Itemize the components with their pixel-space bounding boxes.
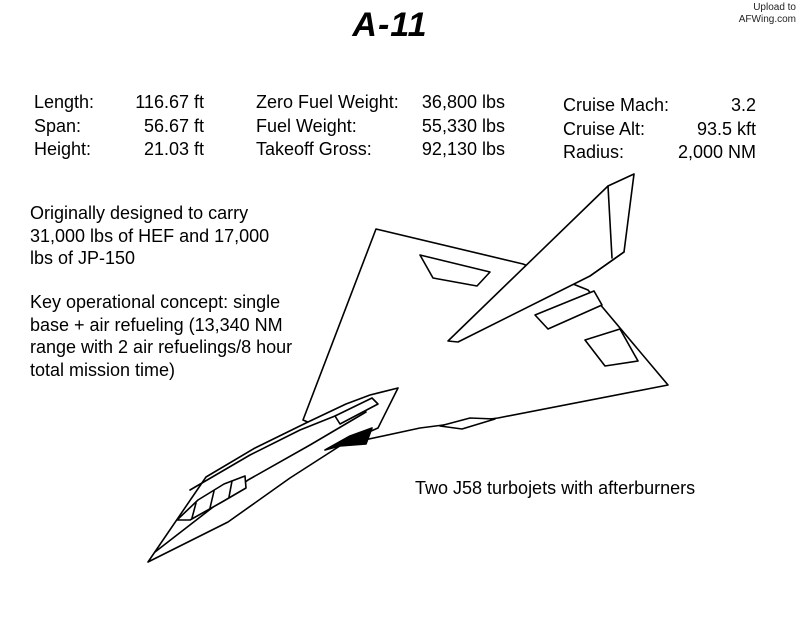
note-line: Key operational concept: single	[30, 292, 281, 312]
spec-value: 56.67 ft	[143, 115, 204, 136]
design-note	[30, 202, 269, 270]
spec-label: Fuel Weight:	[256, 115, 357, 136]
spec-value: 36,800 lbs	[421, 92, 505, 112]
note-line: total mission time)	[30, 359, 176, 380]
watermark-line2: AFWing.com	[738, 14, 796, 25]
spec-label: Cruise Alt:	[563, 118, 646, 139]
note-line: range with 2 air refuelings/8 hour	[30, 337, 293, 357]
spec-value: 55,330 lbs	[421, 115, 505, 136]
spec-label: Length:	[34, 92, 95, 112]
note-line: base + air refueling (13,340 NM	[30, 314, 283, 335]
spec-label: Zero Fuel Weight:	[256, 92, 399, 112]
spec-value: 92,130 lbs	[421, 139, 505, 159]
engines-note	[415, 477, 695, 500]
spec-value: 21.03 ft	[143, 139, 204, 159]
spec-value: 93.5 kft	[696, 118, 756, 139]
spec-label: Cruise Mach:	[563, 95, 670, 115]
spec-value: 3.2	[730, 95, 756, 115]
concept-note	[30, 291, 292, 381]
note-line: lbs of JP-150	[30, 248, 136, 268]
spec-label: Takeoff Gross:	[256, 139, 372, 159]
spec-value: 116.67 ft	[135, 92, 204, 112]
spec-value: 2,000 NM	[677, 142, 756, 162]
watermark-line1: Upload to	[753, 2, 796, 13]
spec-label: Height:	[34, 139, 92, 159]
page-title: A-11	[352, 6, 428, 44]
note-line: Originally designed to carry	[30, 203, 249, 223]
spec-label: Span:	[34, 115, 82, 136]
spec-label: Radius:	[563, 142, 625, 162]
note-line: Two J58 turbojets with afterburners	[415, 478, 696, 498]
note-line: 31,000 lbs of HEF and 17,000	[30, 225, 270, 246]
